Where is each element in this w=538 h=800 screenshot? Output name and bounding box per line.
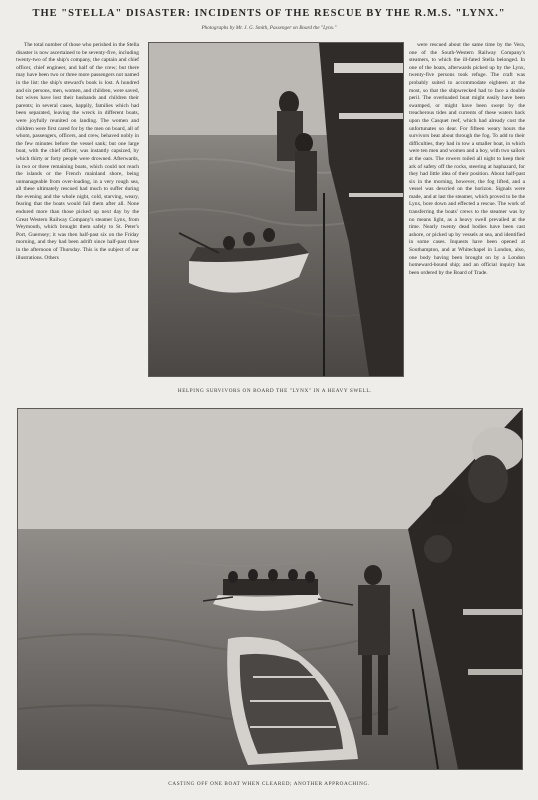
bottom-photo-caption: CASTING OFF ONE BOAT WHEN CLEARED; ANOTHER APPROACHING. (168, 781, 370, 787)
left-article-column (16, 42, 139, 377)
bottom-photograph (17, 408, 523, 770)
page-headline: THE "STELLA" DISASTER: INCIDENTS OF THE RESCUE BY THE R.M.S. "LYNX." (32, 8, 506, 19)
right-article-column (409, 42, 525, 377)
right-column-paragraph: were rescued about the same time by the Vera, one of the South-Western Railway Company's steamers, to which the ill-fated Stella belonged. In one of the boats, afterwards picked up by the Lynx, twenty-five persons took refuge. The craft was probably suited to accommodate eighteen at the most, so that the shipwrecked had to face a double peril. The overloaded boat might easily have been swamped, or might have been swept by the treacherous tides and currents of these waters back upon the Casquet reef, which had already cost the unfortunates so dear. For fifteen weary hours the survivors beat about through the fog. To add to their difficulties, they had in tow a smaller boat, in which were ten men and women and a boy, with two sailors at the oars. The rowers toiled all night to keep their ark of safety off the rocks, steering at haphazard, for they had little idea of their position. About half-past six in the morning, however, the fog lifted, and a vessel was descried on the horizon. Signals were made, and at last the steamer, which proved to be the Lynx, bore down and effected a rescue. The work of transferring the boats' crews to the steamer was by no means light, as a heavy swell prevailed at the time. Nearly twenty dead bodies have been cast ashore, or picked up by vessels at sea, and identified in some cases. Inquests have been opened at Southampton, and at Whitechapel in London, also, one body having been brought on by a London homeward-bound ship; and an official inquiry has been ordered by the Board of Trade. (409, 42, 525, 276)
rescue-scene-illustration (149, 43, 403, 376)
casting-off-scene-illustration (18, 409, 522, 769)
top-photo-caption: HELPING SURVIVORS ON BOARD THE "LYNX" IN A HEAVY SWELL. (177, 388, 373, 394)
left-column-paragraph: The total number of those who perished in the Stella disaster is now ascertained to be seventy-five, including twenty-two of the ship's company, the captain and chief officer, chief engineer, and half of the crew; but there may have been two or three more passengers not named in the list: the ship's steward's book is lost. A hundred and six persons, men, women, and children, were saved, but wives have lost their husbands and children their parents; in several cases, happily, families which had been separated, leaving the wreck in different boats, were joyfully reunited on landing. The women and children were first cared for by the men on board, all of whom, passengers, officers, and crew, behaved nobly in the few minutes before the vessel sank; but one large boat, with the chief officer, was instantly capsized, by which thirty or forty people were drowned. Afterwards, in two or three remaining boats, which could not reach the islands or the French mainland shore, being unmanageable from over-loading, in a very rough sea, all these ultimately rescued had much to suffer during the evening and the whole night, cold, starving, weary, fearing that the boats would fail them after all. None endured more than those picked up next day by the Great Western Railway Company's steamer Lynx, from Weymouth, which brought them safely to St. Peter's Port, Guernsey; it was then half-past six on the Friday morning, and they had been adrift since half-past three in the afternoon of Thursday. This is the subject of our illustrations. Others (16, 42, 139, 261)
photo-credit: Photographs by Mr. J. G. Smith, Passenger on Board the "Lynx." (201, 25, 337, 31)
top-photograph (148, 42, 404, 377)
